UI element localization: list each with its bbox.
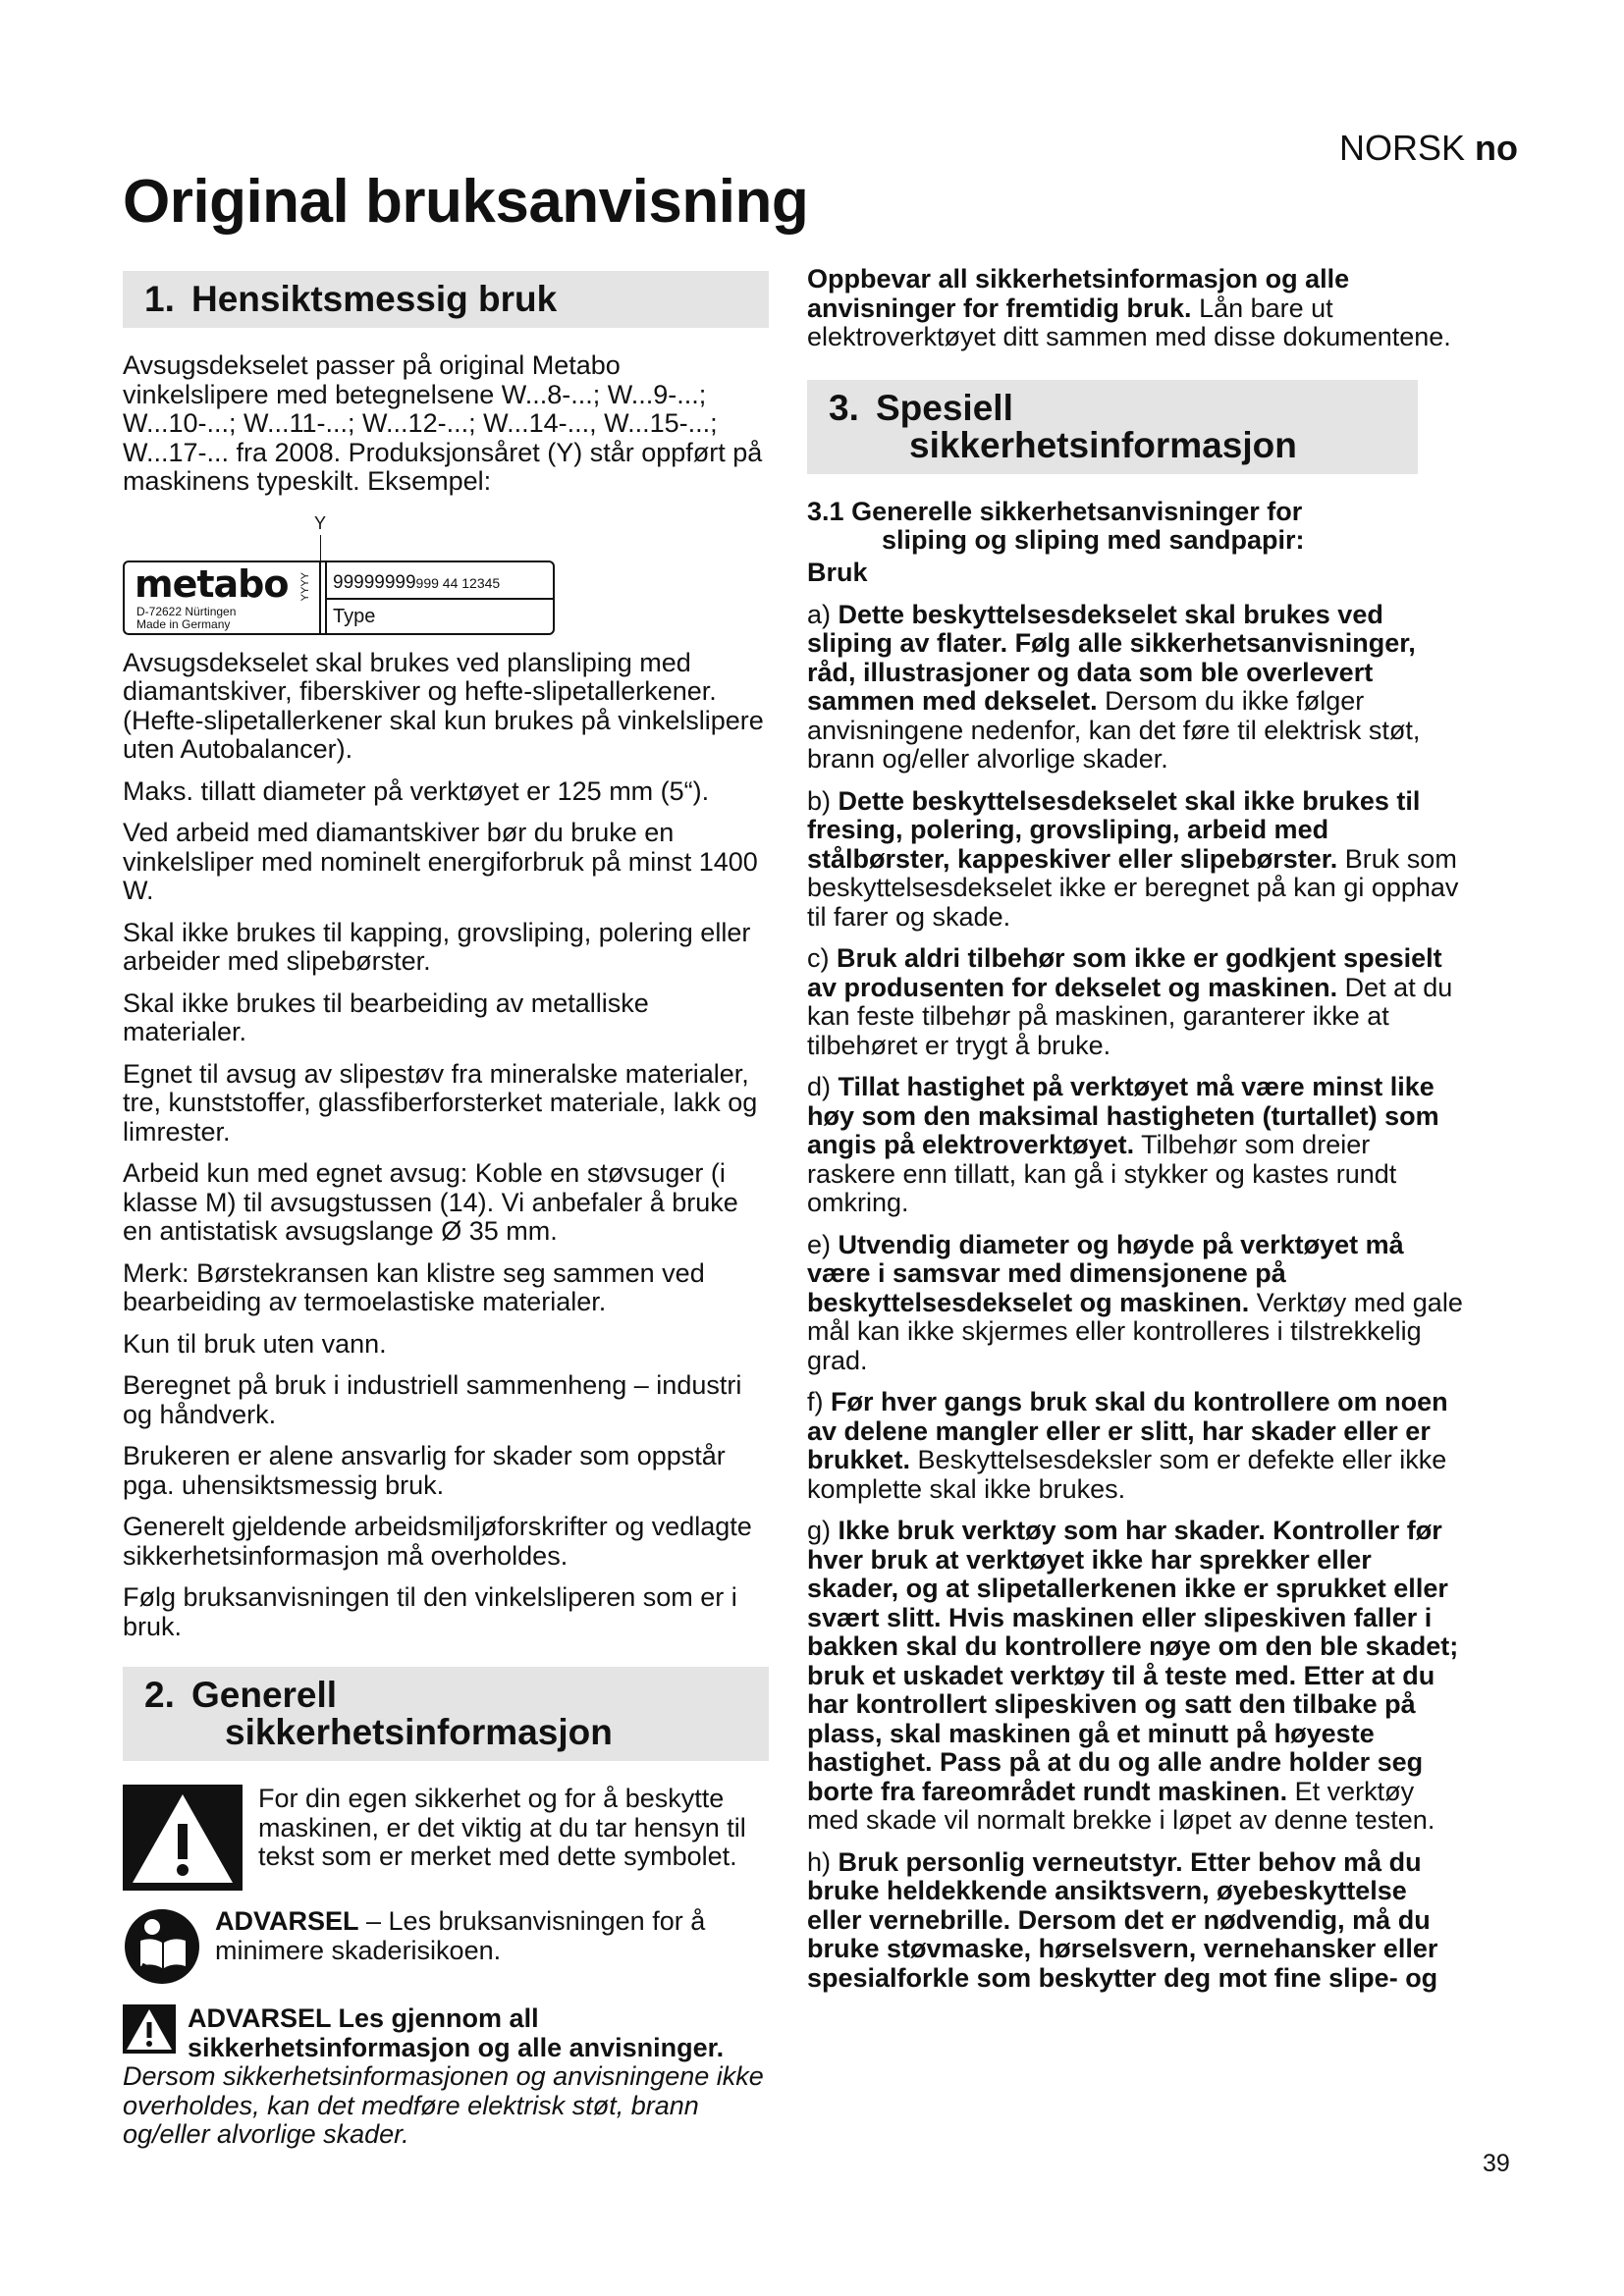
section-1-paragraph: Arbeid kun med egnet avsug: Koble en støvsuger (i klasse M) til avsugstussen (14). Vi anbefaler å bruke en antistatisk avsugslange Ø 35 mm.: [123, 1158, 738, 1246]
section-1-paragraph: Brukeren er alene ansvarlig for skader som oppstår pga. uhensiktsmessig bruk.: [123, 1441, 726, 1500]
section-2-title-line1: Generell: [191, 1675, 338, 1715]
warning-symbol-text: For din egen sikkerhet og for å beskytte maskinen, er det viktig at du tar hensyn til tekst som er merket med dette symbolet.: [258, 1784, 746, 1871]
nameplate-plate: [123, 561, 555, 635]
safety-item-text: Et verktøy med skade vil normalt brekke i løpet av denne testen.: [807, 1776, 1435, 1835]
safety-item-label: d): [807, 1072, 839, 1101]
section-1-paragraph: Følg bruksanvisningen til den vinkelsliperen som er i bruk.: [123, 1582, 737, 1641]
page-title: Original bruksanvisning: [123, 168, 809, 236]
subsection-3-1-number: 3.1: [807, 496, 844, 526]
nameplate-address-line2: Made in Germany: [136, 616, 231, 631]
read-all-warning-italic: Dersom sikkerhetsinformasjonen og anvisningene ikke overholdes, kan det medføre elektrisk støt, brann og/eller alvorlige skader.: [123, 2061, 764, 2149]
subsection-3-1-line1: Generelle sikkerhetsanvisninger for: [851, 496, 1303, 526]
safety-item-text: Det at du kan feste tilbehør på maskinen, garanterer ikke at tilbehøret er trygt å bruke.: [807, 972, 1453, 1060]
warning-triangle-icon: [123, 1785, 244, 1896]
safety-item: [807, 1231, 1463, 1376]
section-1-intro: Avsugsdekselet passer på original Metabo vinkelslipere med betegnelsene W...8-...; W...9-...; W...10-...; W...11-...; W...12-...; W...14-..., W...15-...; W...17-... fra 2008. Produksjonsåret (Y) står oppført på maskinens typeskilt. Eksempel:: [123, 350, 763, 496]
section-1-paragraph: Egnet til avsug av slipestøv fra mineralske materialer, tre, kunststoffer, glassfiberforsterket materiale, lakk og limrester.: [123, 1058, 758, 1147]
safety-item: [807, 787, 1463, 933]
safety-item-bold: Ikke bruk verktøy som har skader. Kontroller før hver bruk at verktøyet ikke har sprekker eller skader, og at slipetallerkenen ikke er sprukket eller svært slitt. Hvis maskinen eller slipeskiven faller i bakken skal du kontrollere nøye om den ble skadet; bruk et uskadet verktøy til å teste med. Etter at du har kontrollert slipeskiven og satt den tilbake på plass, skal maskinen gå et minutt på høyeste hastighet. Pass på at du og alle andre holder seg borte fra fareområdet rundt maskinen.: [807, 1516, 1459, 1806]
safety-item: [807, 1388, 1463, 1504]
manual-warning-bold: ADVARSEL: [215, 1906, 359, 1936]
left-column: [123, 271, 769, 2150]
safety-item-text: Verktøy med gale mål kan ikke skjermes eller kontrolleres i tilstrekkelig grad.: [807, 1287, 1463, 1375]
section-3-number: 3.: [829, 387, 859, 428]
safety-item-bold: Utvendig diameter og høyde på verktøyet må være i samsvar med dimensjonene på beskyttelsesdekselet og maskinen.: [807, 1229, 1404, 1317]
safety-item-label: g): [807, 1516, 839, 1545]
safety-item-text: Tilbehør som dreier raskere enn tillatt, kan gå i stykker og kastes rundt omkring.: [807, 1130, 1397, 1217]
nameplate-serial-main: 99999999: [333, 571, 416, 593]
safety-item-text: Bruk som beskyttelsesdekselet ikke er beregnet på kan gi opphav til farer og skade.: [807, 843, 1459, 932]
section-1-paragraph: Generelt gjeldende arbeidsmiljøforskrifter og vedlagte sikkerhetsinformasjon må overholdes.: [123, 1512, 752, 1571]
nameplate-example: [123, 509, 555, 637]
section-2-heading: [123, 1667, 769, 1761]
section-1-paragraph: Skal ikke brukes til kapping, grovsliping, polering eller arbeider med slipebørster.: [123, 917, 751, 976]
keep-instructions-paragraph: [807, 265, 1463, 352]
section-2-number: 2.: [144, 1675, 175, 1715]
keep-instructions-bold: Oppbevar all sikkerhetsinformasjon og alle anvisninger for fremtidig bruk.: [807, 264, 1350, 323]
safety-item-label: e): [807, 1229, 839, 1259]
safety-item: [807, 1073, 1463, 1218]
nameplate-address: [136, 606, 236, 631]
nameplate-type-label: Type: [333, 605, 376, 627]
section-3-title-line1: Spesiell: [876, 387, 1013, 428]
safety-item-bold: Dette beskyttelsesdekselet skal brukes ved sliping av flater. Følg alle sikkerhetsanvisninger, råd, illustrasjoner og data som ble overlevert sammen med dekselet.: [807, 599, 1416, 716]
section-3-title-line2: sikkerhetsinformasjon: [909, 424, 1297, 465]
safety-item-label: f): [807, 1387, 831, 1416]
nameplate-row-divider: [327, 598, 553, 600]
section-1-title: Hensiktsmessig bruk: [191, 279, 558, 319]
nameplate-y-label: Y: [314, 512, 327, 533]
section-1-paragraph: Avsugsdekselet skal brukes ved plansliping med diamantskiver, fiberskiver og hefte-slipetallerkener. (Hefte-slipetallerkener skal kun brukes på vinkelslipere uten Autobalancer).: [123, 647, 764, 764]
safety-item-text: Beskyttelsesdeksler som er defekte eller ikke komplette skal ikke brukes.: [807, 1445, 1447, 1504]
section-1-number: 1.: [144, 279, 175, 319]
section-2-title-line2: sikkerhetsinformasjon: [225, 1712, 613, 1752]
small-warning-triangle-icon: [123, 2004, 180, 2056]
safety-item-label: a): [807, 599, 839, 629]
section-1-paragraph: Maks. tillatt diameter på verktøyet er 125 mm (5“).: [123, 775, 710, 806]
manual-warning-text: [215, 1907, 769, 1965]
safety-item-bold: Tillat hastighet på verktøyet må være minst like høy som den maksimal hastigheten (turtallet) som angis på elektroverktøyet.: [807, 1072, 1439, 1159]
safety-item: [807, 1517, 1463, 1836]
language-indicator: [1306, 128, 1518, 169]
nameplate-y-pointer: [320, 535, 321, 562]
safety-item-label: b): [807, 785, 839, 816]
safety-item-label: h): [807, 1846, 839, 1877]
subsection-3-1-line2: sliping og sliping med sandpapir:: [882, 525, 1305, 555]
nameplate-address-line1: D-72622 Nürtingen: [136, 604, 237, 618]
right-column: [807, 265, 1463, 2005]
read-all-warning: [123, 2004, 769, 2150]
keep-instructions-text: Lån bare ut elektroverktøyet ditt sammen med disse dokumentene.: [807, 293, 1451, 351]
nameplate-divider: [319, 562, 321, 633]
section-1-paragraph: Merk: Børstekransen kan klistre seg sammen ved bearbeiding av termoelastiske materialer.: [123, 1257, 705, 1316]
section-3-heading: [807, 380, 1418, 474]
nameplate-serial-suffix: 999 44 12345: [415, 574, 501, 591]
safety-item: [807, 944, 1463, 1060]
manual-warning-row: [123, 1907, 769, 1991]
section-1-paragraph: Kun til bruk uten vann.: [123, 1328, 387, 1359]
section-1-paragraph: Skal ikke brukes til bearbeiding av metalliske materialer.: [123, 988, 649, 1046]
manual-warning-rest: – Les bruksanvisningen for å minimere skaderisikoen.: [215, 1906, 706, 1965]
safety-item-bold: Bruk personlig verneutstyr. Etter behov må du bruke heldekkende ansiktsvern, øyebeskyttelse eller vernebrille. Dersom det er nødvendig, må du bruke støvmaske, hørselsvern, vernehansker eller spesialforkle som beskytter deg mot fine slipe- og: [807, 1846, 1438, 1993]
language-code: no: [1475, 128, 1518, 168]
read-all-warning-bold: ADVARSEL Les gjennom all sikkerhetsinformasjon og alle anvisninger.: [188, 2003, 725, 2062]
metabo-logo: metabo: [135, 561, 289, 606]
nameplate-serial: [333, 572, 500, 594]
read-manual-icon: [123, 1907, 205, 1991]
warning-symbol-row: [123, 1785, 769, 1896]
safety-item: [807, 601, 1463, 774]
safety-item-bold: Dette beskyttelsesdekselet skal ikke brukes til fresing, polering, grovsliping, arbeid med stålbørster, kappeskiver eller slipebørster.: [807, 785, 1421, 874]
section-1-heading: [123, 271, 769, 328]
safety-item-label: c): [807, 943, 837, 973]
bruk-label: Bruk: [807, 557, 868, 587]
safety-item: [807, 1848, 1463, 1994]
language-word: NORSK: [1338, 128, 1465, 168]
nameplate-year-code: YYYY: [299, 571, 311, 601]
page-number: 39: [1483, 2150, 1510, 2177]
safety-item-text: Dersom du ikke følger anvisningene nedenfor, kan det føre til elektrisk støt, brann og/eller alvorlige skader.: [807, 686, 1421, 774]
section-1-paragraph: Beregnet på bruk i industriell sammenheng – industri og håndverk.: [123, 1370, 742, 1429]
safety-item-bold: Bruk aldri tilbehør som ikke er godkjent spesielt av produsenten for dekselet og maskinen.: [807, 943, 1442, 1002]
safety-item-bold: Før hver gangs bruk skal du kontrollere om noen av delene mangler eller er slitt, har skader eller er brukket.: [807, 1387, 1448, 1474]
section-1-paragraph: Ved arbeid med diamantskiver bør du bruke en vinkelsliper med nominelt energiforbruk på minst 1400 W.: [123, 818, 758, 905]
subsection-3-1-heading: [807, 498, 1463, 556]
